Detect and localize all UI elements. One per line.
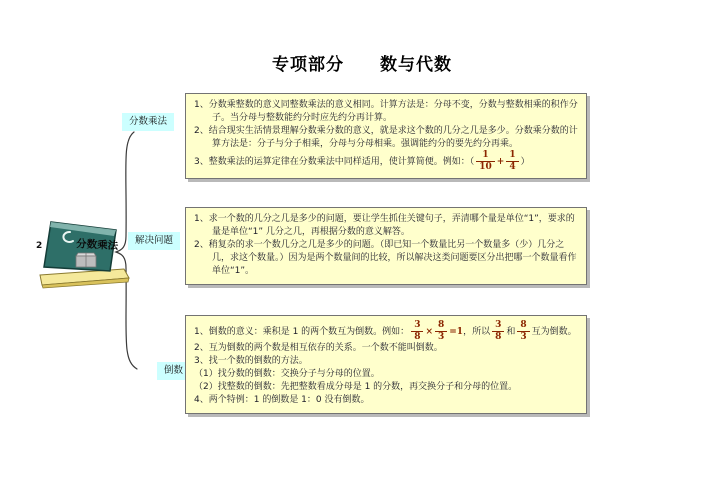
operator-segment: × [425,327,433,337]
text-segment: ，所以 [463,327,491,337]
branch-label-reciprocal: 倒数 [157,362,190,380]
blackboard-icon [36,218,131,290]
text-line [194,151,578,172]
fraction-numerator: 8 [435,321,447,332]
board-title: 分数乘法 [75,238,119,253]
text-line [194,381,578,394]
text-segment: ） [520,157,530,167]
text-segment: 3、整数乘法的运算定律在分数乘法中同样适用，使计算简便。例如：（ [194,157,475,167]
fraction [517,321,529,342]
fraction-denominator: 8 [414,332,421,342]
note-box-fraction-multiplication [185,93,587,179]
fraction-denominator: 8 [495,332,502,342]
operator-segment: =1 [449,327,464,337]
text-segment: 2、结合现实生活情景理解分数乘分数的意义，就是求这个数的几分之几是多少。分数乘分数的计算方法是：分子与分子相乘，分母与分母相乘。强调能约分的要先约分再乘。 [194,126,578,149]
text-segment: 和 [506,327,516,337]
fraction [476,151,495,172]
text-segment: 1、分数乘整数的意义同整数乘法的意义相同。计算方法是：分母不变，分数与整数相乘的积作分子。当分母与整数能约分时应先约分再计算。 [194,100,578,123]
text-segment: 1、求一个数的几分之几是多少的问题，要让学生抓住关键句子，弄清哪个量是单位“1”，要求的量是单位“1” 几分之几，再根据分数的意义解答。 [194,214,575,237]
text-segment: 2、稍复杂的求一个数几分之几是多少的问题。（即已知一个数量比另一个数量多（少）几分之几，求这个数量。）因为是两个数量间的比较，所以解决这类问题要区分出把哪一个数量看作单位“1”。 [194,240,577,276]
text-segment: （1）找分数的倒数：交换分子与分母的位置。 [194,369,380,379]
fraction [506,151,518,172]
text-line [194,355,578,368]
note-box-problem-solving [185,207,587,285]
fraction-denominator: 3 [438,332,445,342]
text-segment: （2）找整数的倒数：先把整数看成分母是 1 的分数，再交换分子和分母的位置。 [194,382,518,392]
text-line [194,213,578,239]
fraction [492,321,504,342]
fraction-denominator: 4 [509,162,516,172]
fraction-numerator: 8 [517,321,529,332]
text-line [194,394,578,407]
fraction-numerator: 1 [506,151,518,162]
fraction-numerator: 3 [411,321,423,332]
text-line [194,368,578,381]
text-line [194,125,578,151]
note-box-reciprocal [185,315,587,414]
text-segment: 1、倒数的意义：乘积是 1 的两个数互为倒数。例如： [194,327,410,337]
branch-label-problem-solving: 解决问题 [128,232,180,250]
board-corner-number: 2 [36,241,43,251]
fraction-denominator: 10 [479,162,492,172]
text-segment: 3、找一个数的倒数的方法。 [194,356,308,366]
page-title: 专项部分 数与代数 [272,55,452,75]
text-line [194,99,578,125]
fraction [411,321,423,342]
fraction-denominator: 3 [520,332,527,342]
text-line [194,342,578,355]
fraction-numerator: 1 [476,151,495,162]
fraction [435,321,447,342]
text-segment: 2、互为倒数的两个数是相互依存的关系。一个数不能叫倒数。 [194,343,443,353]
branch-label-fraction-multiplication: 分数乘法 [122,113,174,131]
text-line [194,321,578,342]
operator-segment: + [496,157,505,167]
text-segment: 4、两个特例：1 的倒数是 1：0 没有倒数。 [194,395,370,405]
text-segment: 互为倒数。 [531,327,577,337]
text-line [194,239,578,278]
fraction-numerator: 3 [492,321,504,332]
